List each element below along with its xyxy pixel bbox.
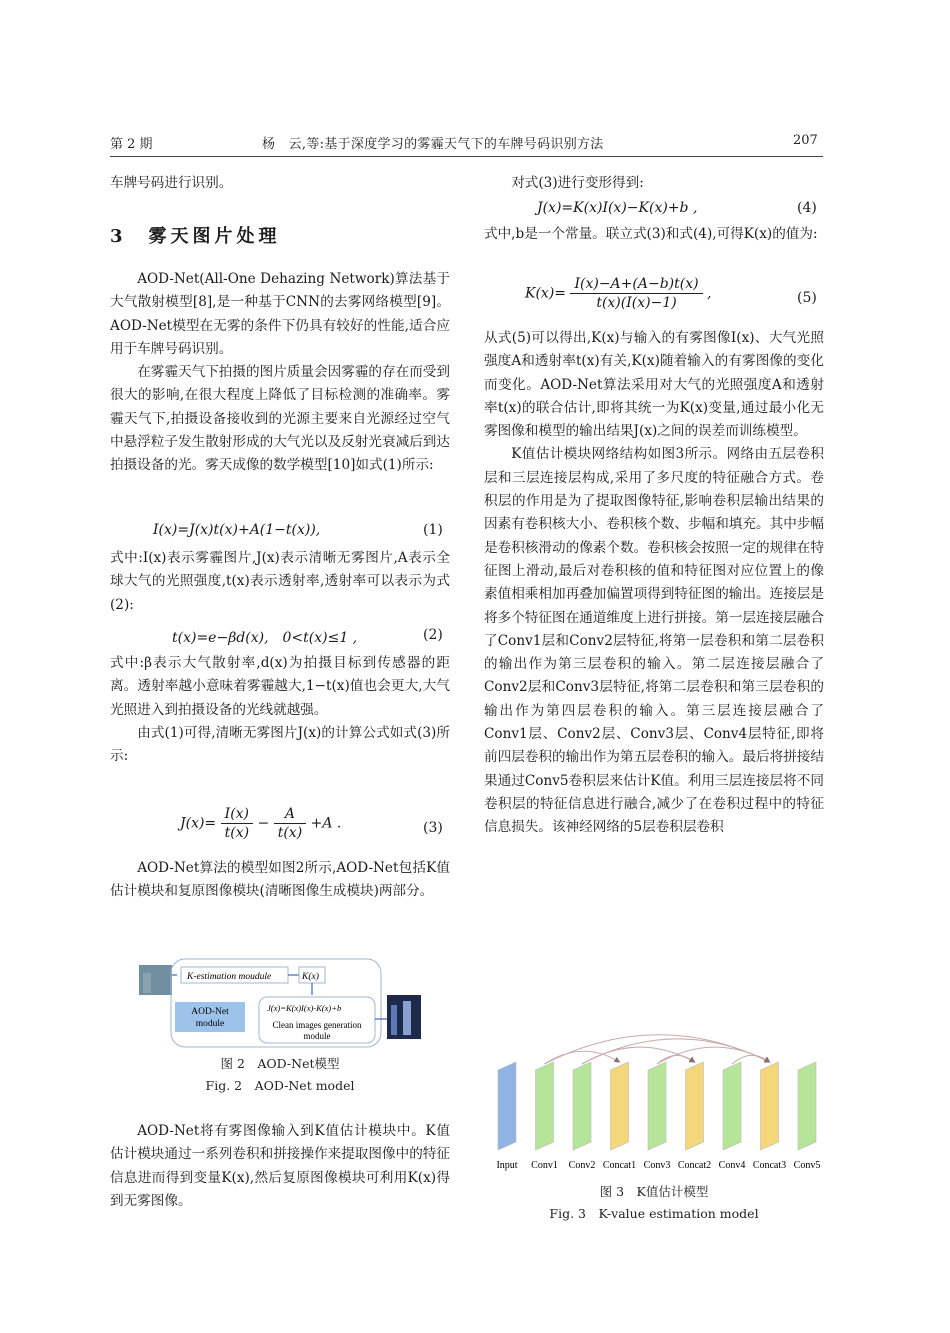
jx-equation-label: J(x)=K(x)I(x)-K(x)+b [267,1003,342,1013]
label-input: Input [496,1160,518,1171]
hazy-input-building [143,973,151,993]
aod-net-label-1: AOD-Net [191,1007,229,1017]
block-conv5 [798,1062,816,1150]
eq5-lhs: K(x)= [525,285,567,302]
figure-2-caption-cn: 图 2 AOD-Net模型 [220,1056,340,1071]
dehazed-building-2 [403,1001,411,1035]
figure-3-caption-cn: 图 3 K值估计模型 [599,1184,709,1199]
figure-2-caption-en: Fig. 2 AOD-Net model [205,1078,355,1093]
kx-label: K(x) [302,972,319,982]
eq5-fraction [570,276,702,311]
label-concat3: Concat3 [752,1160,787,1171]
block-conv2 [573,1062,591,1150]
left-paragraph-0: 车牌号码进行识别。 [110,175,233,191]
eq3-fraction-2 [274,806,306,841]
label-conv5: Conv5 [793,1160,821,1171]
equation-4-number: (4) [797,200,817,216]
block-conv4 [723,1062,741,1150]
k-estimation-label: K-estimation moudule [187,972,272,982]
equation-3 [180,806,341,841]
figure-3-diagram [484,1020,829,1180]
block-concat3 [761,1062,779,1150]
equation-2: t(x)=e−βd(x), 0<t(x)≤1 , [172,630,358,646]
clean-label-2: module [303,1031,331,1041]
clean-label-1: Clean images generation [272,1020,362,1030]
left-paragraph-2: 在雾霾天气下拍摄的图片质量会因雾霾的存在而受到很大的影响,在很大程度上降低了目标检测的准确率。雾霾天气下,拍摄设备接收到的光源主要来自光源经过空气中悬浮粒子发生散射形成的大气光以及反射光衰减后到达拍摄设备的光。雾天成像的数学模型[10]如式(1)所示: [110,364,450,474]
left-paragraph-7: AOD-Net将有雾图像输入到K值估计模块中。K值估计模块通过一系列卷积和拼接操作来提取图像中的特征信息进而得到变量K(x),然后复原图像模块可利用K(x)得到无雾图像。 [110,1123,450,1209]
label-concat1: Concat1 [602,1160,637,1171]
eq3-f2-den: t(x) [277,825,303,841]
right-paragraph-1: 对式(3)进行变形得到: [511,175,644,191]
equation-1-number: (1) [423,522,443,538]
page-number: 207 [793,133,818,148]
arc-conv3-to-concat2 [657,1055,695,1064]
left-paragraph-5: 由式(1)可得,清晰无雾图片J(x)的计算公式如式(3)所示: [110,724,450,765]
equation-5 [525,276,711,311]
figure-3-caption-en: Fig. 3 K-value estimation model [549,1206,759,1221]
header-rule [110,156,823,157]
block-input [498,1062,516,1150]
figure-2-diagram [135,955,435,1050]
left-paragraph-1: AOD-Net(All-One Dehazing Network)算法基于大气散射模型[8],是一种基于CNN的去雾网络模型[9]。AOD-Net模型在无雾的条件下仍具有较好的性能,适合应用于车牌号码识别。 [110,271,450,357]
arc-conv1-to-concat1 [545,1051,620,1064]
eq3-minus: − [257,815,270,832]
equation-4: J(x)=K(x)I(x)−K(x)+b , [537,200,698,216]
left-paragraph-3: 式中:I(x)表示雾霾图片,J(x)表示清晰无雾图片,A表示全球大气的光照强度,t(x)表示透射率,透射率可以表示为式(2): [110,550,450,613]
aod-net-label-2: module [195,1019,225,1029]
eq3-lhs: J(x)= [180,815,217,832]
dehazed-building [391,1005,397,1035]
eq3-f1-num: I(x) [221,806,253,824]
layer-labels [496,1160,820,1171]
section-heading: 3 雾天图片处理 [110,226,281,247]
right-paragraph-4: K值估计模块网络结构如图3所示。网络由五层卷积层和三层连接层构成,采用了多尺度的特征融合方式。卷积层的作用是为了提取图像特征,影响卷积层输出结果的因素有卷积核大小、卷积核个数、步幅和填充。其中步幅是卷积核滑动的像素个数。卷积核会按照一定的规律在特征图上滑动,最后对卷积核的值和特征图对应位置上的像素值相乘相加再叠加偏置项得到特征图的输出。连接层是将多个特征图在通道维度上进行拼接。第一层连接层融合了Conv1层和Conv2层特征,将第一层卷积和第二层卷积的输出作为第三层卷积的输入。第二层连接层融合了Conv2层和Conv3层特征,将第二层卷积和第三层卷积的输出作为第四层卷积的输入。第三层连接层融合了Conv1层、Conv2层、Conv3层、Conv4层特征,即将前四层卷积的输出作为第五层卷积的输入。最后将拼接结果通过Conv5卷积层来估计K值。利用三层连接层将不同卷积层的特征信息进行融合,减少了在卷积过程中的特征信息损失。该神经网络的5层卷积层卷积 [484,446,824,836]
equation-2-number: (2) [423,627,443,643]
eq3-fraction-1 [221,806,253,841]
eq5-den: t(x)(I(x)−1) [596,295,677,311]
arc-conv2-to-concat3 [582,1039,770,1064]
layer-blocks [498,1062,816,1150]
left-paragraph-6: AOD-Net算法的模型如图2所示,AOD-Net包括K值估计模块和复原图像模块(清晰图像生成模块)两部分。 [110,860,450,900]
issue-number: 第 2 期 [110,137,153,152]
left-paragraph-4: 式中:β表示大气散射率,d(x)为拍摄目标到传感器的距离。透射率越小意味着雾霾越大,1−t(x)值也会更大,大气光照进入到拍摄设备的光线就越强。 [110,655,450,718]
right-paragraph-2: 式中,b是一个常量。联立式(3)和式(4),可得K(x)的值为: [484,226,818,242]
label-conv4: Conv4 [718,1160,746,1171]
label-conv2: Conv2 [568,1160,596,1171]
eq3-f2-num: A [274,806,306,824]
eq5-tail: , [707,285,712,302]
block-conv3 [648,1062,666,1150]
label-conv1: Conv1 [531,1160,558,1171]
block-concat2 [686,1062,704,1150]
right-paragraph-3: 从式(5)可以得出,K(x)与输入的有雾图像I(x)、大气光照强度A和透射率t(x)有关,K(x)随着输入的有雾图像的变化而变化。AOD-Net算法采用对大气的光照强度A和透射率t(x)的联合估计,即将其统一为K(x)变量,通过最小化无雾图像和模型的输出结果J(x)之间的误差而训练模型。 [484,330,824,440]
block-conv1 [536,1062,554,1150]
eq5-num: I(x)−A+(A−b)t(x) [570,276,702,294]
equation-5-number: (5) [797,290,817,306]
equation-3-number: (3) [423,820,443,836]
skip-connection-arcs [545,1035,770,1064]
eq3-f1-den: t(x) [224,825,250,841]
equation-1: I(x)=J(x)t(x)+A(1−t(x)), [153,522,321,538]
running-title: 杨 云,等:基于深度学习的雾霾天气下的车牌号码识别方法 [262,137,604,152]
eq3-tail: +A . [310,815,342,832]
label-conv3: Conv3 [643,1160,671,1171]
label-concat2: Concat2 [677,1160,712,1171]
block-concat1 [611,1062,629,1150]
